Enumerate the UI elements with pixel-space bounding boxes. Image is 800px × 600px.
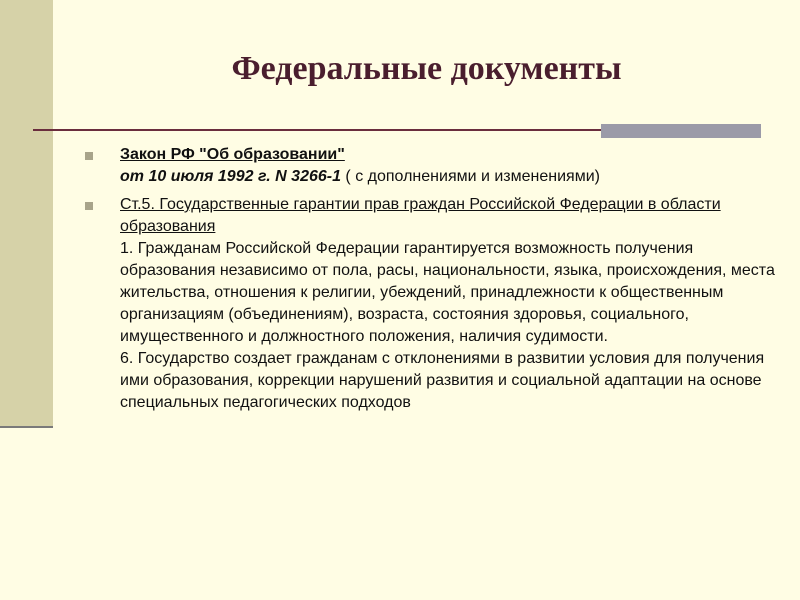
bullet-item-law <box>82 144 782 188</box>
square-bullet-icon <box>85 152 93 160</box>
square-bullet-icon <box>85 202 93 210</box>
law-note: ( с дополнениями и изменениями) <box>340 168 600 185</box>
bullet-item-article <box>82 194 782 414</box>
law-date: от 10 июля 1992 г. N 3266-1 <box>120 168 341 185</box>
title-divider-block <box>601 124 761 138</box>
left-decorative-band <box>0 0 53 426</box>
law-title: Закон РФ "Об образовании" <box>120 146 345 163</box>
slide-content <box>82 144 782 420</box>
article-paragraph-1: 1. Гражданам Российской Федерации гарантируется возможность получения образования независимо от пола, расы, национальности, языка, происхождения, места жительства, отношения к религии, убеждений, принадлежности к общественным организациям (объединениям), возраста, состояния здоровья, социального, имущественного и должностного положения, наличия судимости. <box>120 240 775 345</box>
article-title: Ст.5. Государственные гарантии прав граждан Российской Федерации в области образования <box>120 196 721 235</box>
article-paragraph-6: 6. Государство создает гражданам с отклонениями в развитии условия для получения ими образования, коррекции нарушений развития и социальной адаптации на основе специальных педагогических подходов <box>120 350 765 411</box>
slide-title: Федеральные документы <box>231 50 622 87</box>
left-band-underline <box>0 426 53 428</box>
title-divider-line <box>33 129 601 131</box>
